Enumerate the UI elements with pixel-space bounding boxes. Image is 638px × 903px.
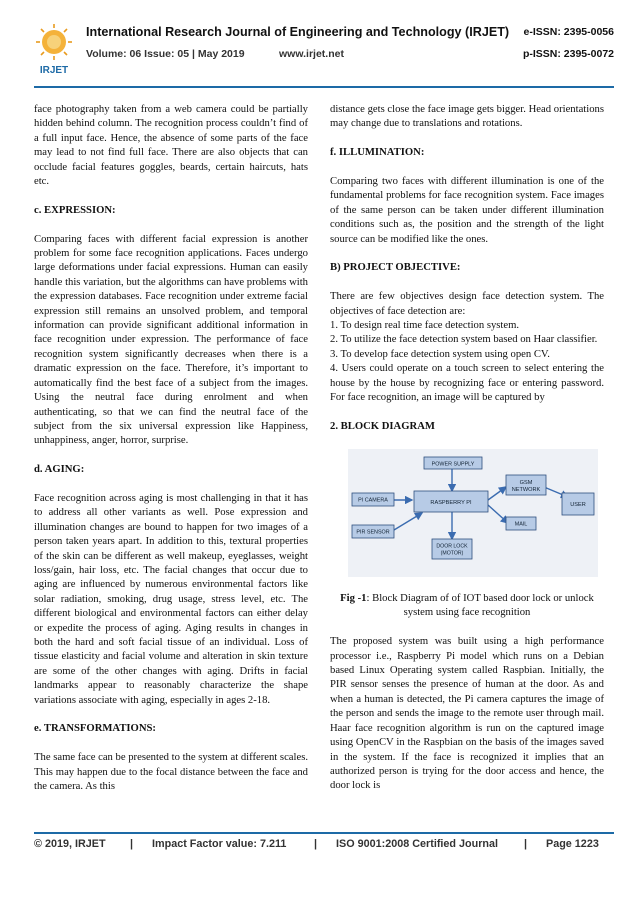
pir-sensor-label: PIR SENSOR (356, 529, 390, 536)
figure-label: Fig -1 (340, 593, 367, 605)
journal-website: www.irjet.net (279, 48, 344, 60)
logo-text: IRJET (39, 65, 69, 76)
footer-copyright: © 2019, IRJET (34, 838, 106, 850)
motor-label: (MOTOR) (440, 550, 464, 557)
objective-item: 3. To develop face detection system using open CV. (330, 348, 550, 360)
aging-heading: d. AGING: (34, 464, 85, 476)
door-lock-label: DOOR LOCK (436, 543, 468, 550)
illumination-paragraph: Comparing two faces with different illumination is one of the fundamental problems for face recognition system. Face images of the same person can be taken under different illumination conditions such as, the position and the strength of the light source can be modified like the ones. (330, 176, 604, 245)
objectives-list (330, 290, 604, 405)
mail-label: MAIL (514, 521, 528, 528)
block-diagram-heading: 2. BLOCK DIAGRAM (330, 420, 435, 432)
transformations-paragraph: The same face can be presented to the system at different scales. This may happen due to the focal distance between the face and the camera. As this (34, 752, 308, 792)
footer-rule (34, 832, 614, 834)
footer-separator: | (314, 838, 318, 850)
right-column (330, 103, 604, 794)
network-label: NETWORK (511, 486, 541, 493)
figure-caption-text: : Block Diagram of of IOT based door lock or unlock system using face recognition (366, 593, 594, 619)
footer-impact-factor: Impact Factor value: 7.211 (152, 838, 287, 850)
objective-heading: B) PROJECT OBJECTIVE: (330, 262, 461, 274)
header-rule (34, 86, 614, 88)
transformations-heading: e. TRANSFORMATIONS: (34, 723, 156, 735)
footer-page-number: Page 1223 (546, 838, 599, 850)
footer-iso: ISO 9001:2008 Certified Journal (336, 838, 499, 850)
e-issn: e-ISSN: 2395-0056 (523, 26, 614, 38)
objective-item: 2. To utilize the face detection system based on Haar classifier. (330, 334, 598, 346)
user-label: USER (570, 501, 586, 508)
objective-intro: There are few objectives design face detection system. The objectives of face detection are: (330, 291, 604, 317)
continuation-paragraph: distance gets close the face image gets bigger. Head orientations may change due to translations and rotations. (330, 104, 604, 130)
raspberry-pi-label: RASPBERRY PI (430, 499, 472, 506)
illumination-heading: f. ILLUMINATION: (330, 147, 425, 159)
system-paragraph: The proposed system was built using a high performance processor i.e., Raspberry Pi model which runs on a Debian based Linux Operating system called Raspbian. Initially, the PIR sensor senses the presence of human at the door. As and when a human is detected, the Pi camera captures the image of the person and sends the image to the remote user through mail. Haar face recognition algorithm is run on the captured image using OpenCV in the Raspbian on the basis of the images saved in the system. If the face is recognized it implies that an authorized person is trying for the door access and hence, the door lock is (330, 636, 604, 792)
irjet-logo (34, 22, 74, 78)
page-header (34, 22, 614, 80)
expression-heading: c. EXPRESSION: (34, 204, 116, 216)
objective-item: 1. To design real time face detection system. (330, 320, 520, 332)
pi-camera-label: PI CAMERA (358, 497, 388, 504)
journal-title: International Research Journal of Engineering and Technology (IRJET) (86, 25, 510, 39)
p-issn: p-ISSN: 2395-0072 (522, 48, 614, 60)
power-supply-label: POWER SUPPLY (431, 461, 475, 468)
aging-paragraph: Face recognition across aging is most challenging in that it has to address all other variants as well. Pose expression and illumination changes are bound to happen for two images of a person taken years apart. In addition to this, textural properties of the skin can be different as well makeup, eyeglasses, weight loss/gain, hair loss, etc. The facial changes that occur due to aging are influenced by numerous environmental factors like solar radiation, smoking, drug usage, stress level, etc. The different biological and environmental factors can either delay or expedite the process of aging. Aging results in changes in both the hard and soft facial tissue of an individual. Loss of tissue elasticity and facial volume and alteration in skin texture are some of the other changes with aging. Drifts in facial landmarks appear to reasonably characterize the shape variations associate with aging, especially in ages 2-18. (34, 492, 308, 706)
footer-separator: | (524, 838, 528, 850)
figure-caption (330, 592, 604, 621)
footer-separator: | (130, 838, 134, 850)
expression-paragraph: Comparing faces with different facial expression is another problem for some face recognition applications. Faces undergo large deformations under facial expressions. Human can easily handle this variation, but the algorithms can have problems with the expression databases. Face recognition under extreme facial expression still remains an unsolved problem, and temporal information can provide significant additional information in face recognition under expression. The performance of face recognition system significantly decreases when there is a dramatic expression on the face. Therefore, it’s important to automatically find the best face of a subject from the images. Using the neutral face during enrolment and when authenticating, so that we can find the neutral face of the subject from the six universal expression like Happiness, unhappiness, anger, horror, surprise. (34, 233, 308, 447)
objective-item: 4. Users could operate on a touch screen to select entering the house by the house by recognizing face or entering password. For face recognition, an image will be captured by (330, 363, 604, 404)
gsm-label: GSM (519, 479, 533, 486)
block-diagram (348, 449, 598, 577)
volume-issue: Volume: 06 Issue: 05 | May 2019 (86, 48, 245, 60)
intro-paragraph: face photography taken from a web camera could be partially hidden behind column. The recognition process couldn’t find of a full input face. Hence, the absence of some parts of the face may lead to not find full face. There are also objects that can occlude facial features goggles, beards, certain haircuts, hats etc. (34, 104, 308, 188)
left-column (34, 103, 308, 794)
